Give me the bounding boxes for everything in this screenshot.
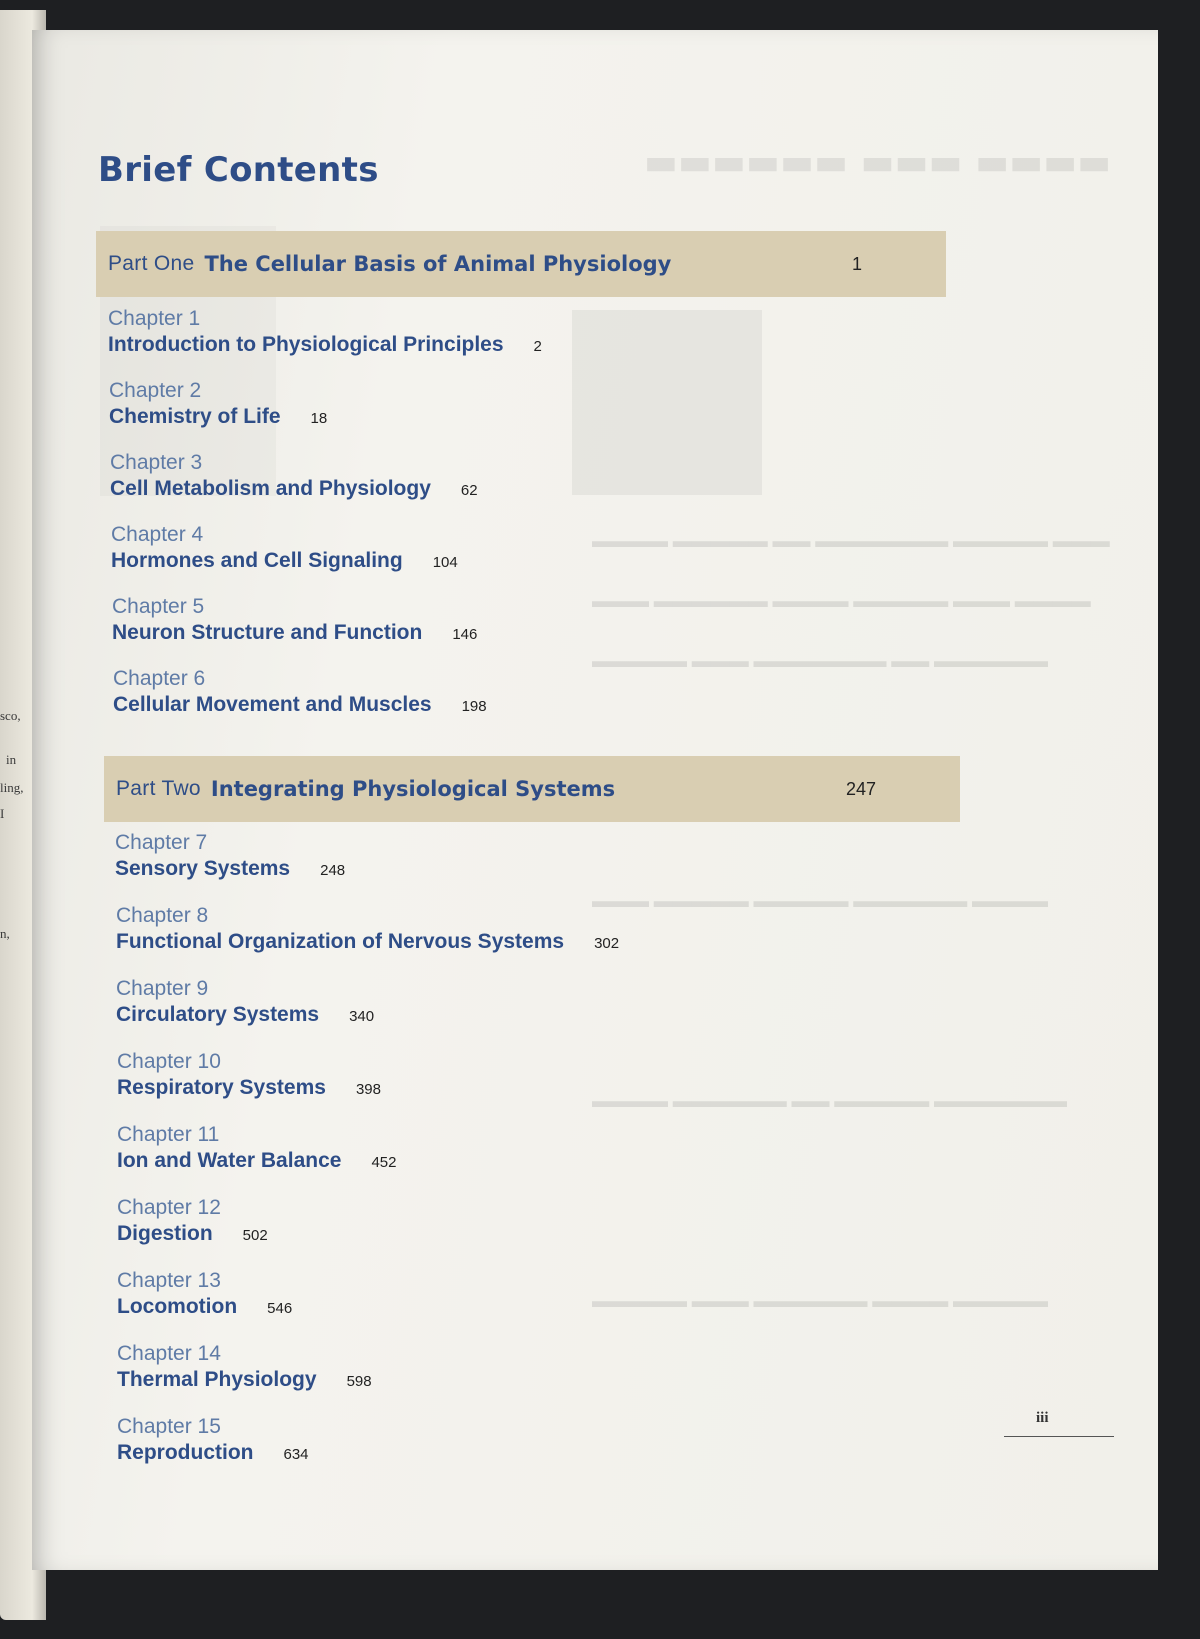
chapter-page-number: 598	[346, 1373, 372, 1390]
chapter-page-number: 146	[452, 626, 478, 643]
chapter-title: Sensory Systems	[115, 857, 291, 880]
part-title: The Cellular Basis of Animal Physiology	[204, 252, 672, 276]
chapter-page-number: 302	[594, 935, 620, 952]
left-page-text: in	[6, 752, 17, 767]
page-title: Brief Contents	[98, 150, 379, 190]
chapter-entry-2[interactable]	[109, 378, 327, 430]
chapter-entry-5[interactable]	[112, 594, 477, 646]
page-folio: iii	[1036, 1410, 1049, 1426]
show-through-text: ▬▬▬ ▬▬▬▬▬▬ ▬▬▬▬ ▬▬▬▬▬ ▬▬▬ ▬▬▬▬	[592, 591, 1091, 612]
chapter-title: Digestion	[117, 1222, 213, 1245]
chapter-page-number: 634	[283, 1446, 309, 1463]
chapter-number: Chapter 4	[111, 523, 204, 546]
book-page	[32, 30, 1158, 1570]
chapter-entry-15[interactable]	[117, 1414, 309, 1466]
show-through-photo	[572, 310, 762, 495]
chapter-title: Ion and Water Balance	[117, 1149, 342, 1172]
part-label: Part One	[108, 252, 195, 275]
chapter-number: Chapter 2	[109, 379, 202, 402]
show-through-text: ▬▬▬▬ ▬▬▬▬▬▬ ▬▬ ▬▬▬▬▬ ▬▬▬▬▬▬▬	[592, 1091, 1067, 1112]
chapter-title: Respiratory Systems	[117, 1076, 326, 1099]
show-through-text: ▬▬▬▬▬ ▬▬▬ ▬▬▬▬▬▬▬ ▬▬ ▬▬▬▬▬▬	[592, 651, 1048, 672]
chapter-title: Introduction to Physiological Principles	[108, 333, 504, 356]
chapter-number: Chapter 10	[117, 1050, 221, 1073]
chapter-entry-9[interactable]	[116, 976, 374, 1028]
chapter-page-number: 18	[310, 410, 328, 427]
show-through-text: ▬▬▬▬▬ ▬▬▬ ▬▬▬▬▬▬ ▬▬▬▬ ▬▬▬▬▬	[592, 1291, 1048, 1312]
chapter-page-number: 340	[349, 1008, 375, 1025]
part-title: Integrating Physiological Systems	[210, 777, 616, 801]
show-through-text: ▬▬▬▬ ▬▬▬▬▬ ▬▬ ▬▬▬▬▬▬▬ ▬▬▬▬▬ ▬▬▬	[592, 531, 1110, 552]
chapter-number: Chapter 14	[117, 1342, 221, 1365]
part-one-header[interactable]	[96, 231, 946, 297]
chapter-entry-6[interactable]	[113, 666, 487, 718]
part-page-number: 247	[846, 778, 877, 799]
chapter-title: Chemistry of Life	[109, 405, 281, 428]
chapter-number: Chapter 3	[110, 451, 203, 474]
chapter-title: Thermal Physiology	[117, 1368, 317, 1391]
chapter-entry-1[interactable]	[108, 306, 542, 358]
chapter-page-number: 198	[461, 698, 487, 715]
chapter-number: Chapter 8	[116, 904, 209, 927]
chapter-number: Chapter 7	[115, 831, 208, 854]
chapter-number: Chapter 5	[112, 595, 205, 618]
chapter-number: Chapter 12	[117, 1196, 221, 1219]
chapter-title: Hormones and Cell Signaling	[111, 549, 403, 572]
chapter-entry-7[interactable]	[115, 830, 345, 882]
chapter-entry-3[interactable]	[110, 450, 478, 502]
chapter-title: Reproduction	[117, 1441, 254, 1464]
show-through-heading: ▬▬▬▬ ▬▬▬ ▬▬▬▬▬▬	[644, 142, 1112, 183]
show-through-text: ▬▬▬ ▬▬▬▬▬ ▬▬▬▬▬ ▬▬▬▬▬▬ ▬▬▬▬	[592, 891, 1048, 912]
chapter-entry-14[interactable]	[117, 1341, 372, 1393]
chapter-page-number: 62	[460, 482, 478, 499]
chapter-page-number: 452	[371, 1154, 397, 1171]
chapter-number: Chapter 11	[117, 1123, 220, 1146]
chapter-entry-11[interactable]	[117, 1122, 396, 1174]
chapter-entry-13[interactable]	[117, 1268, 292, 1320]
left-page-text: n,	[0, 926, 10, 941]
chapter-entry-4[interactable]	[111, 522, 458, 574]
chapter-title: Cell Metabolism and Physiology	[110, 477, 431, 500]
left-page-text: sco,	[0, 708, 21, 723]
folio-rule	[1004, 1436, 1114, 1437]
chapter-page-number: 398	[355, 1081, 381, 1098]
left-page-text: ling,	[0, 780, 24, 795]
chapter-page-number: 502	[242, 1227, 268, 1244]
chapter-title: Cellular Movement and Muscles	[113, 693, 432, 716]
chapter-title: Neuron Structure and Function	[112, 621, 423, 644]
chapter-number: Chapter 13	[117, 1269, 221, 1292]
chapter-title: Functional Organization of Nervous Systems	[116, 930, 565, 953]
chapter-entry-12[interactable]	[117, 1195, 268, 1247]
chapter-title: Locomotion	[117, 1295, 238, 1318]
part-two-header[interactable]	[104, 756, 960, 822]
chapter-number: Chapter 6	[113, 667, 206, 690]
part-label: Part Two	[116, 777, 201, 800]
chapter-number: Chapter 9	[116, 977, 209, 1000]
chapter-page-number: 248	[320, 862, 346, 879]
left-page-text: I	[0, 806, 5, 821]
chapter-page-number: 546	[267, 1300, 293, 1317]
chapter-page-number: 2	[533, 338, 542, 355]
chapter-entry-8[interactable]	[116, 903, 619, 955]
chapter-number: Chapter 15	[117, 1415, 221, 1438]
chapter-number: Chapter 1	[108, 307, 201, 330]
part-page-number: 1	[852, 253, 863, 274]
chapter-title: Circulatory Systems	[116, 1003, 320, 1026]
chapter-entry-10[interactable]	[117, 1049, 381, 1101]
chapter-page-number: 104	[432, 554, 458, 571]
